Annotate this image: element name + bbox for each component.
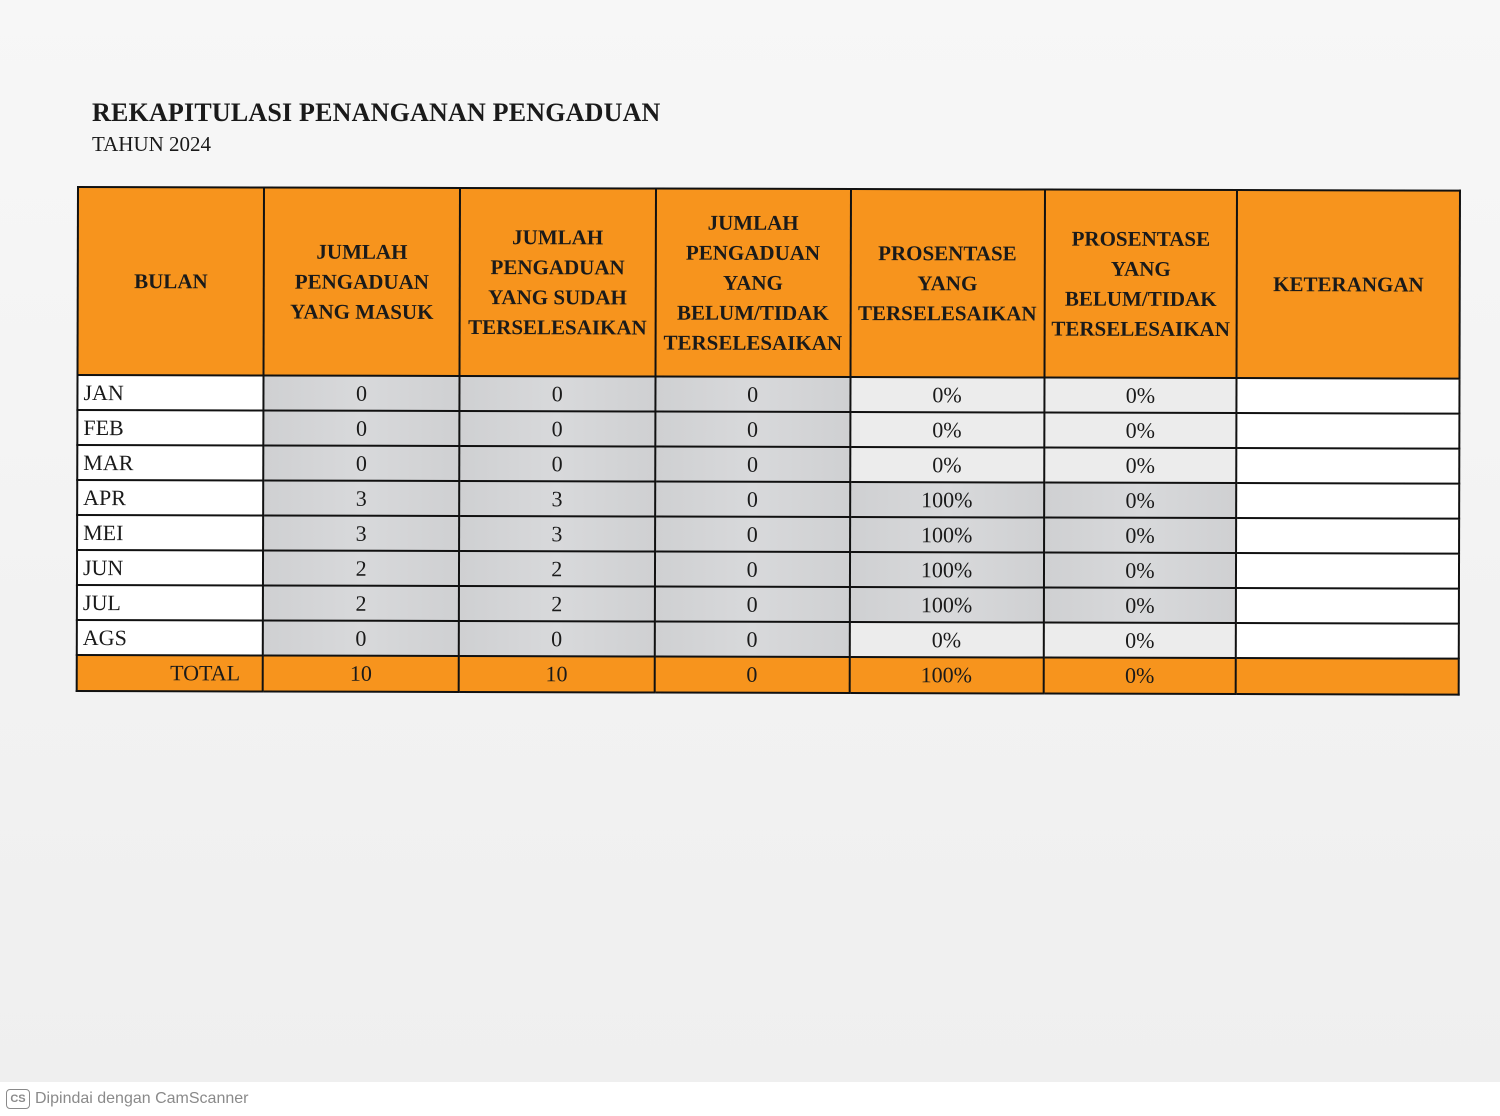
- cell-keterangan: [1236, 518, 1459, 554]
- cell-prosentase-selesai: 0%: [849, 622, 1043, 658]
- cell-prosentase-selesai: 0%: [850, 447, 1044, 483]
- cell-jumlah-masuk: 3: [263, 480, 459, 516]
- cell-jumlah-selesai: 3: [459, 516, 655, 552]
- cell-jumlah-belum: 0: [655, 552, 850, 588]
- table-row: [77, 515, 1459, 554]
- cell-jumlah-masuk: 2: [263, 585, 459, 621]
- cell-jumlah-selesai: 2: [459, 586, 655, 622]
- total-prosentase-selesai: 100%: [849, 657, 1043, 694]
- cell-jumlah-selesai: 3: [459, 481, 655, 517]
- cell-jumlah-belum: 0: [655, 482, 850, 518]
- cell-jumlah-masuk: 0: [263, 620, 459, 656]
- cell-jumlah-belum: 0: [655, 587, 850, 623]
- header-keterangan: KETERANGAN: [1237, 190, 1460, 379]
- cell-jumlah-selesai: 0: [459, 376, 655, 412]
- cell-prosentase-belum: 0%: [1044, 483, 1237, 519]
- table-body: [77, 375, 1460, 659]
- cell-prosentase-selesai: 0%: [850, 377, 1044, 413]
- table-row: [77, 445, 1459, 484]
- table-row: [77, 375, 1459, 414]
- cell-month: MEI: [77, 515, 263, 550]
- cell-month: JAN: [77, 375, 263, 410]
- cell-prosentase-belum: 0%: [1044, 413, 1237, 449]
- total-label: TOTAL: [77, 655, 263, 691]
- cell-prosentase-belum: 0%: [1044, 378, 1237, 414]
- scanner-watermark-text: Dipindai dengan CamScanner: [35, 1090, 249, 1107]
- total-row: [77, 655, 1459, 695]
- table-row: [77, 550, 1459, 589]
- document-title: REKAPITULASI PENANGANAN PENGADUAN: [92, 98, 661, 127]
- header-prosentase-belum: PROSENTASE YANG BELUM/TIDAK TERSELESAIKAN: [1044, 190, 1237, 379]
- cell-prosentase-belum: 0%: [1044, 518, 1237, 554]
- cell-keterangan: [1237, 483, 1460, 519]
- cell-jumlah-masuk: 0: [264, 375, 460, 411]
- cell-jumlah-masuk: 3: [263, 515, 459, 551]
- cell-keterangan: [1236, 588, 1459, 624]
- scanner-footer: [0, 1082, 1500, 1116]
- total-jumlah-belum: 0: [654, 657, 849, 694]
- cell-jumlah-belum: 0: [655, 447, 850, 483]
- table-row: [77, 480, 1459, 519]
- cell-jumlah-belum: 0: [655, 412, 850, 448]
- cell-keterangan: [1237, 413, 1460, 449]
- cell-month: JUN: [77, 550, 263, 585]
- cell-jumlah-belum: 0: [655, 517, 850, 553]
- header-jumlah-belum: JUMLAH PENGADUAN YANG BELUM/TIDAK TERSELESAIKAN: [655, 189, 850, 378]
- cell-jumlah-selesai: 2: [459, 551, 655, 587]
- total-keterangan: [1236, 658, 1459, 695]
- header-jumlah-selesai: JUMLAH PENGADUAN YANG SUDAH TERSELESAIKAN: [459, 188, 655, 377]
- document-subtitle: TAHUN 2024: [92, 132, 212, 156]
- cell-keterangan: [1237, 378, 1460, 414]
- cell-month: APR: [77, 480, 263, 515]
- cell-keterangan: [1236, 553, 1459, 589]
- header-bulan: BULAN: [78, 187, 265, 375]
- cell-prosentase-belum: 0%: [1043, 623, 1236, 659]
- cell-prosentase-belum: 0%: [1043, 588, 1236, 624]
- cell-jumlah-masuk: 2: [263, 550, 459, 586]
- cell-jumlah-masuk: 0: [264, 445, 460, 481]
- cell-prosentase-selesai: 100%: [850, 517, 1044, 553]
- cell-month: AGS: [77, 620, 263, 655]
- cell-jumlah-belum: 0: [655, 377, 850, 413]
- cell-jumlah-belum: 0: [655, 622, 850, 658]
- cell-prosentase-selesai: 100%: [850, 552, 1044, 588]
- cell-keterangan: [1237, 448, 1460, 484]
- header-jumlah-masuk: JUMLAH PENGADUAN YANG MASUK: [264, 187, 460, 376]
- cell-month: FEB: [77, 410, 263, 445]
- cell-prosentase-selesai: 0%: [850, 412, 1044, 448]
- cell-jumlah-selesai: 0: [459, 621, 655, 657]
- cell-jumlah-masuk: 0: [264, 410, 460, 446]
- cell-prosentase-selesai: 100%: [850, 482, 1044, 518]
- cell-keterangan: [1236, 623, 1459, 659]
- complaint-recap-table: [76, 186, 1461, 696]
- total-prosentase-belum: 0%: [1043, 658, 1236, 695]
- table-header-row: [78, 187, 1460, 379]
- cell-jumlah-selesai: 0: [459, 411, 655, 447]
- table-row: [77, 620, 1459, 659]
- camscanner-logo-icon: CS: [6, 1089, 30, 1109]
- table-row: [77, 410, 1459, 449]
- cell-month: MAR: [77, 445, 263, 480]
- cell-prosentase-belum: 0%: [1044, 448, 1237, 484]
- cell-prosentase-belum: 0%: [1043, 553, 1236, 589]
- header-prosentase-selesai: PROSENTASE YANG TERSELESAIKAN: [850, 189, 1044, 378]
- total-jumlah-selesai: 10: [459, 656, 655, 693]
- table-row: [77, 585, 1459, 624]
- total-jumlah-masuk: 10: [263, 655, 459, 692]
- cell-jumlah-selesai: 0: [459, 446, 655, 482]
- cell-prosentase-selesai: 100%: [850, 587, 1044, 623]
- cell-month: JUL: [77, 585, 263, 620]
